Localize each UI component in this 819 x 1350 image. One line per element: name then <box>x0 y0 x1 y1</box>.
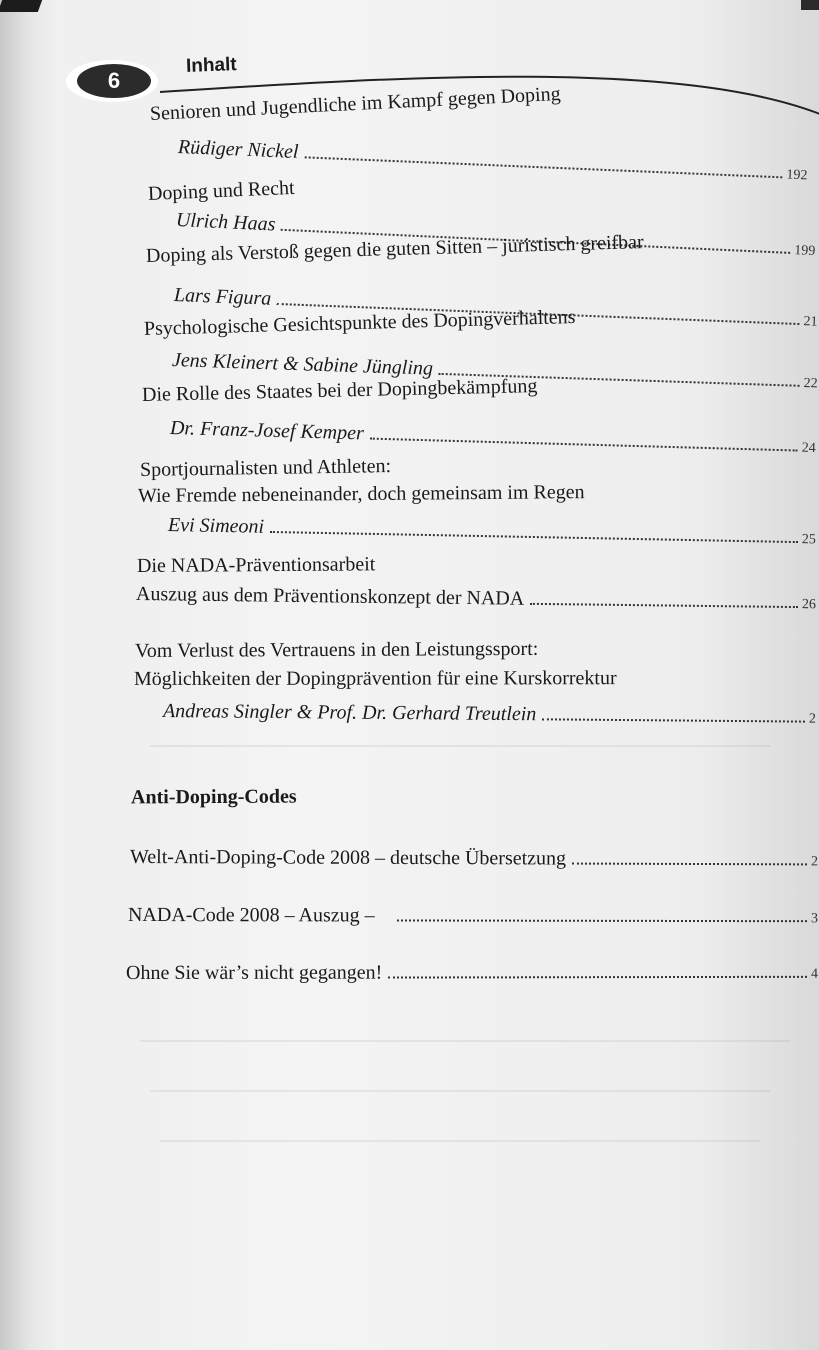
toc-entry-title: NADA-Code 2008 – Auszug – <box>127 904 375 927</box>
dot-leader <box>397 918 807 922</box>
dot-leader <box>304 155 782 178</box>
toc-entry-title: Die NADA-Präventionsarbeit <box>136 553 376 577</box>
section-heading: Anti-Doping-Codes <box>130 785 297 809</box>
toc-entry-author: Andreas Singler & Prof. Dr. Gerhard Treutlein <box>162 700 537 726</box>
page-number: 6 <box>77 64 151 98</box>
toc-entry-line <box>128 904 818 928</box>
toc-entry-author-line <box>163 700 816 729</box>
toc-entry-author-line <box>168 514 816 549</box>
toc-entry-title-line-2: Auszug aus dem Präventionskonzept der NADA 26 <box>135 583 817 613</box>
dot-leader <box>542 717 805 722</box>
toc-entry-author: Rüdiger Nickel <box>177 136 299 164</box>
toc-entry-page: 22 <box>803 375 818 392</box>
toc-entry-page: 199 <box>793 243 816 260</box>
toc-entry-page: 2 <box>810 854 819 870</box>
toc-entry-page: 4 <box>810 966 819 982</box>
toc-entry-title: Die Rolle des Staates bei der Dopingbekämpfung <box>141 375 538 406</box>
toc-entry-page: 26 <box>801 597 817 613</box>
toc-entry-author: Evi Simeoni <box>167 514 265 538</box>
toc-entry-page: 24 <box>801 440 816 457</box>
toc-entry-page: 2 <box>808 711 817 727</box>
toc-entry-page: 3 <box>810 911 819 927</box>
toc-entry-title: Vom Verlust des Vertrauens in den Leistungssport: <box>134 637 539 662</box>
dot-leader <box>530 602 798 608</box>
toc-entry-author: Ulrich Haas <box>175 209 276 236</box>
toc-entry-author: Dr. Franz-Josef Kemper <box>169 417 365 445</box>
dot-leader <box>388 975 807 979</box>
toc-entry-title: Sportjournalisten und Athleten: <box>139 455 392 481</box>
dot-leader <box>370 437 798 452</box>
toc-entry-line <box>126 961 818 985</box>
toc-entry-author: Jens Kleinert & Sabine Jüngling <box>171 349 434 380</box>
toc-entry-page: 21 <box>803 314 818 330</box>
toc-entry-title: Ohne Sie wär’s nicht gegangen! <box>125 961 383 984</box>
toc-entry-line <box>130 846 818 871</box>
toc-entry-author-line <box>170 417 816 458</box>
toc-entry-title: Doping und Recht <box>147 176 295 205</box>
toc-entry-title: Psychologische Gesichtspunkte des Dopingverhaltens <box>143 305 576 340</box>
toc-entry-title: Senioren und Jugendliche im Kampf gegen Doping <box>149 82 562 125</box>
page-title: Inhalt <box>185 54 238 77</box>
toc-entry-title-line-2: Möglichkeiten der Dopingprävention für eine Kurskorrektur <box>133 667 617 690</box>
toc-entry-page: 25 <box>801 532 816 548</box>
toc-entry-title: Welt-Anti-Doping-Code 2008 – deutsche Übersetzung <box>129 846 567 870</box>
toc-entry-title: Doping als Verstoß gegen die guten Sitten – juristisch greifbar <box>145 231 644 267</box>
toc-entry-page: 192 <box>786 167 808 184</box>
dot-leader <box>270 530 798 543</box>
toc-entry-author: Lars Figura <box>173 284 272 310</box>
toc-entry-title-line-2: Wie Fremde nebeneinander, doch gemeinsam im Regen <box>137 481 585 507</box>
dot-leader <box>572 862 807 866</box>
